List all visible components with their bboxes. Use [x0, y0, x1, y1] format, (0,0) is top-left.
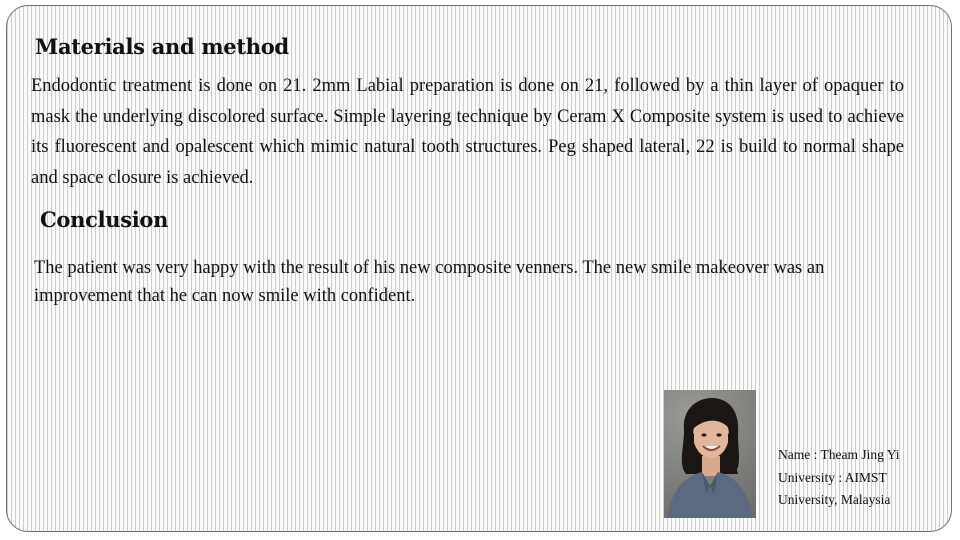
- author-university-line2: University, Malaysia: [778, 492, 891, 507]
- author-photo: [664, 390, 756, 518]
- slide-frame: [6, 5, 952, 532]
- author-caption: [778, 444, 899, 512]
- author-name: Name : Theam Jing Yi: [778, 447, 900, 462]
- conclusion-heading: Conclusion: [40, 207, 169, 232]
- conclusion-paragraph: The patient was very happy with the result of his new composite venners. The new smile makeover was an improvement that he can now smile with confident.: [34, 258, 825, 306]
- author-portrait-illustration: [664, 390, 756, 518]
- materials-paragraph: Endodontic treatment is done on 21. 2mm Labial preparation is done on 21, followed by a thin layer of opaquer to mask the underlying discolored surface. Simple layering technique by Ceram X Composite system is used to achieve its fluorescent and opalescent which mimic natural tooth structures. Peg shaped lateral, 22 is build to normal shape and space closure is achieved.: [31, 76, 904, 188]
- materials-heading: Materials and method: [35, 34, 289, 59]
- author-university-line1: University : AIMST: [778, 469, 887, 485]
